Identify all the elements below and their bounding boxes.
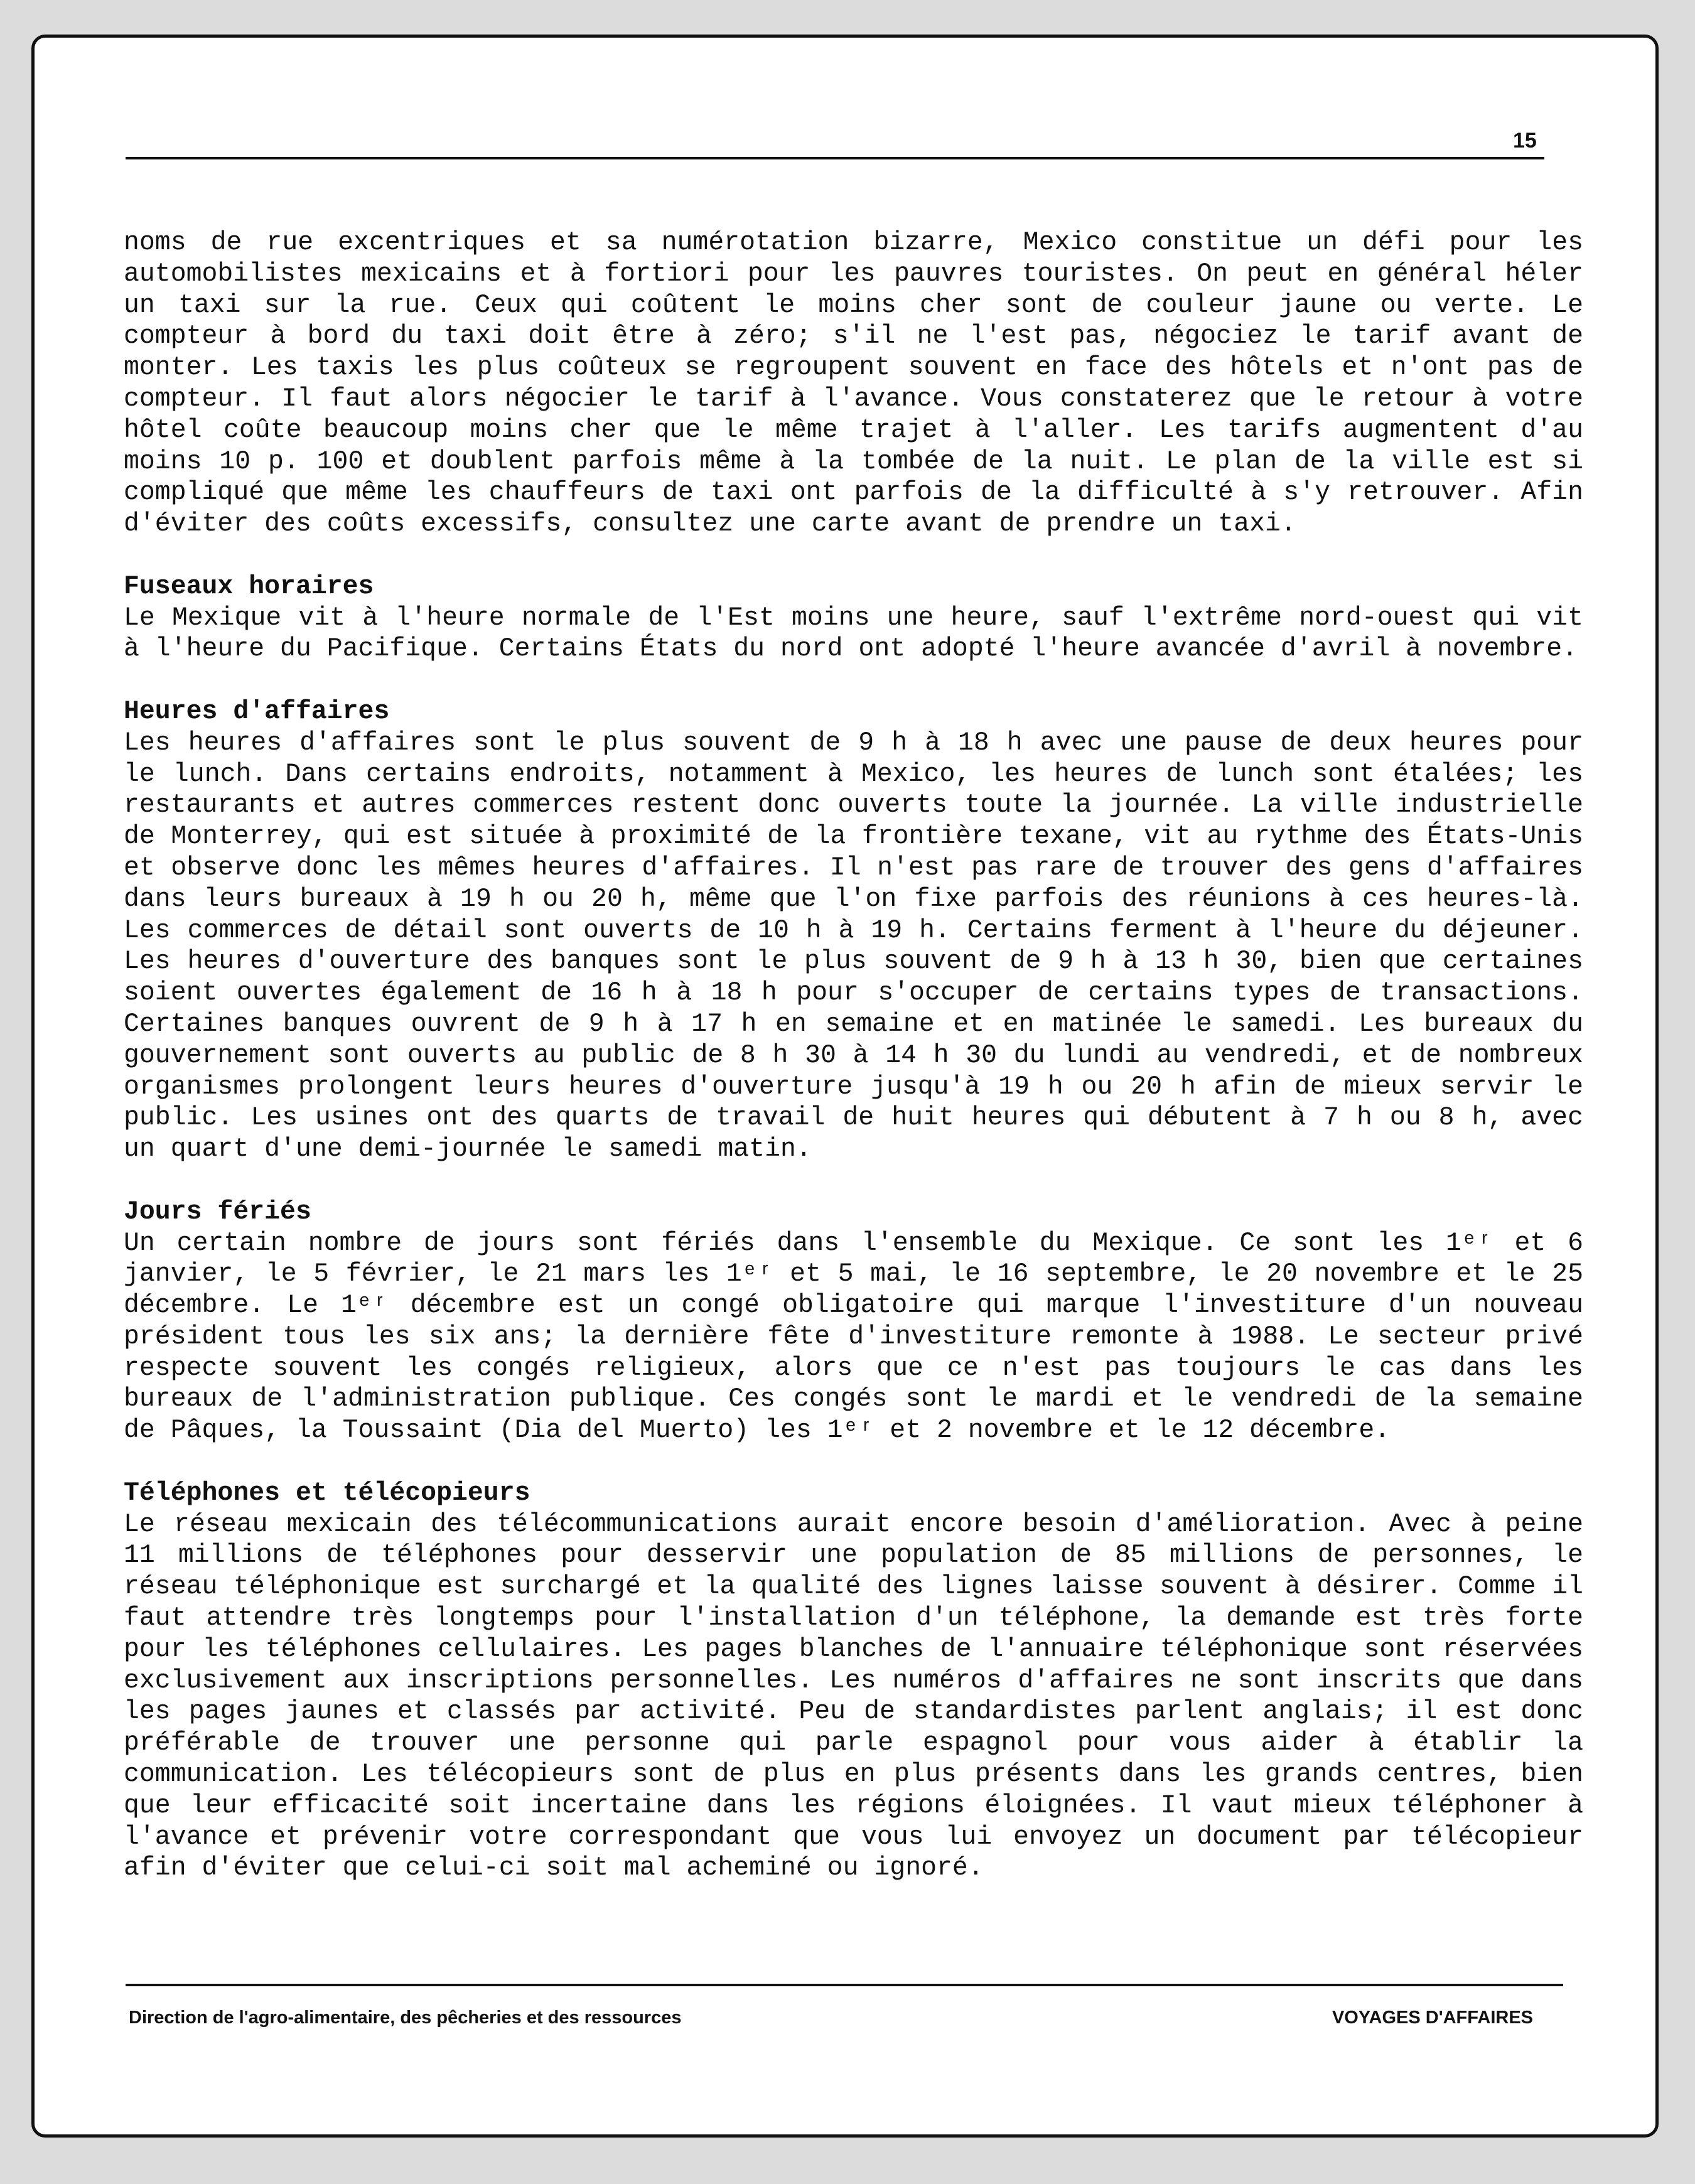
- footer-publication: VOYAGES D'AFFAIRES: [1332, 2008, 1533, 2028]
- document-page: [31, 35, 1659, 2138]
- section-telephones: [124, 1478, 1583, 1884]
- section-body: Le Mexique vit à l'heure normale de l'Est moins une heure, sauf l'extrême nord-ouest qui vit à l'heure du Pacifique. Certains États du nord ont adopté l'heure avancée d'avril à novembre.: [124, 603, 1583, 664]
- section-title: Téléphones et télécopieurs: [124, 1478, 530, 1508]
- intro-paragraph: noms de rue excentriques et sa numérotation bizarre, Mexico constitue un défi pour les automobilistes mexicains et à fortiori pour les pauvres touristes. On peut en général héler un taxi sur la rue. Ceux qui coûtent le moins cher sont de couleur jaune ou verte. Le compteur à bord du taxi doit être à zéro; s'il ne l'est pas, négociez le tarif avant de monter. Les taxis les plus coûteux se regroupent souvent en face des hôtels et n'ont pas de compteur. Il faut alors négocier le tarif à l'avance. Vous constaterez que le retour à votre hôtel coûte beaucoup moins cher que le même trajet à l'aller. Les tarifs augmentent d'au moins 10 p. 100 et doublent parfois même à la tombée de la nuit. Le plan de la ville est si compliqué que même les chauffeurs de taxi ont parfois de la difficulté à s'y retrouver. Afin d'éviter des coûts excessifs, consultez une carte avant de prendre un taxi.: [124, 228, 1583, 539]
- section-jours-feries: [124, 1197, 1583, 1446]
- section-title: Fuseaux horaires: [124, 571, 374, 601]
- footer-department: Direction de l'agro-alimentaire, des pêcheries et des ressources: [129, 2008, 682, 2028]
- section-body: Les heures d'affaires sont le plus souvent de 9 h à 18 h avec une pause de deux heures pour le lunch. Dans certains endroits, notamment à Mexico, les heures de lunch sont étalées; les restaurants et autres commerces restent donc ouverts toute la journée. La ville industrielle de Monterrey, qui est située à proximité de la frontière texane, vit au rythme des États-Unis et observe donc les mêmes heures d'affaires. Il n'est pas rare de trouver des gens d'affaires dans leurs bureaux à 19 h ou 20 h, même que l'on fixe parfois des réunions à ces heures-là. Les commerces de détail sont ouverts de 10 h à 19 h. Certains ferment à l'heure du déjeuner. Les heures d'ouverture des banques sont le plus souvent de 9 h à 13 h 30, bien que certaines soient ouvertes également de 16 h à 18 h pour s'occuper de certains types de transactions. Certaines banques ouvrent de 9 h à 17 h en semaine et en matinée le samedi. Les bureaux du gouvernement sont ouverts au public de 8 h 30 à 14 h 30 du lundi au vendredi, et de nombreux organismes prolongent leurs heures d'ouverture jusqu'à 19 h ou 20 h afin de mieux servir le public. Les usines ont des quarts de travail de huit heures qui débutent à 7 h ou 8 h, avec un quart d'une demi-journée le samedi matin.: [124, 728, 1583, 1165]
- section-title: Heures d'affaires: [124, 696, 390, 726]
- section-fuseaux-horaires: [124, 571, 1583, 665]
- section-body: Le réseau mexicain des télécommunications aurait encore besoin d'amélioration. Avec à peine 11 millions de téléphones pour desservir une population de 85 millions de personnes, le réseau téléphonique est surchargé et la qualité des lignes laisse souvent à désirer. Comme il faut attendre très longtemps pour l'installation d'un téléphone, la demande est très forte pour les téléphones cellulaires. Les pages blanches de l'annuaire téléphonique sont réservées exclusivement aux inscriptions personnelles. Les numéros d'affaires ne sont inscrits que dans les pages jaunes et classés par activité. Peu de standardistes parlent anglais; il est donc préférable de trouver une personne qui parle espagnol pour vous aider à établir la communication. Les télécopieurs sont de plus en plus présents dans les grands centres, bien que leur efficacité soit incertaine dans les régions éloignées. Il vaut mieux téléphoner à l'avance et prévenir votre correspondant que vous lui envoyez un document par télécopieur afin d'éviter que celui-ci soit mal acheminé ou ignoré.: [124, 1509, 1583, 1883]
- page-number: 15: [1513, 129, 1537, 153]
- section-body: Un certain nombre de jours sont fériés dans l'ensemble du Mexique. Ce sont les 1ᵉʳ et 6 janvier, le 5 février, le 21 mars les 1ᵉʳ et 5 mai, le 16 septembre, le 20 novembre et le 25 décembre. Le 1ᵉʳ décembre est un congé obligatoire qui marque l'investiture d'un nouveau président tous les six ans; la dernière fête d'investiture remonte à 1988. Le secteur privé respecte souvent les congés religieux, alors que ce n'est pas toujours le cas dans les bureaux de l'administration publique. Ces congés sont le mardi et le vendredi de la semaine de Pâques, la Toussaint (Dia del Muerto) les 1ᵉʳ et 2 novembre et le 12 décembre.: [124, 1228, 1583, 1446]
- page-body: [124, 227, 1583, 1884]
- section-heures-affaires: [124, 696, 1583, 1165]
- header-rule: [126, 157, 1544, 159]
- footer-rule: [126, 1984, 1563, 1986]
- section-title: Jours fériés: [124, 1197, 311, 1227]
